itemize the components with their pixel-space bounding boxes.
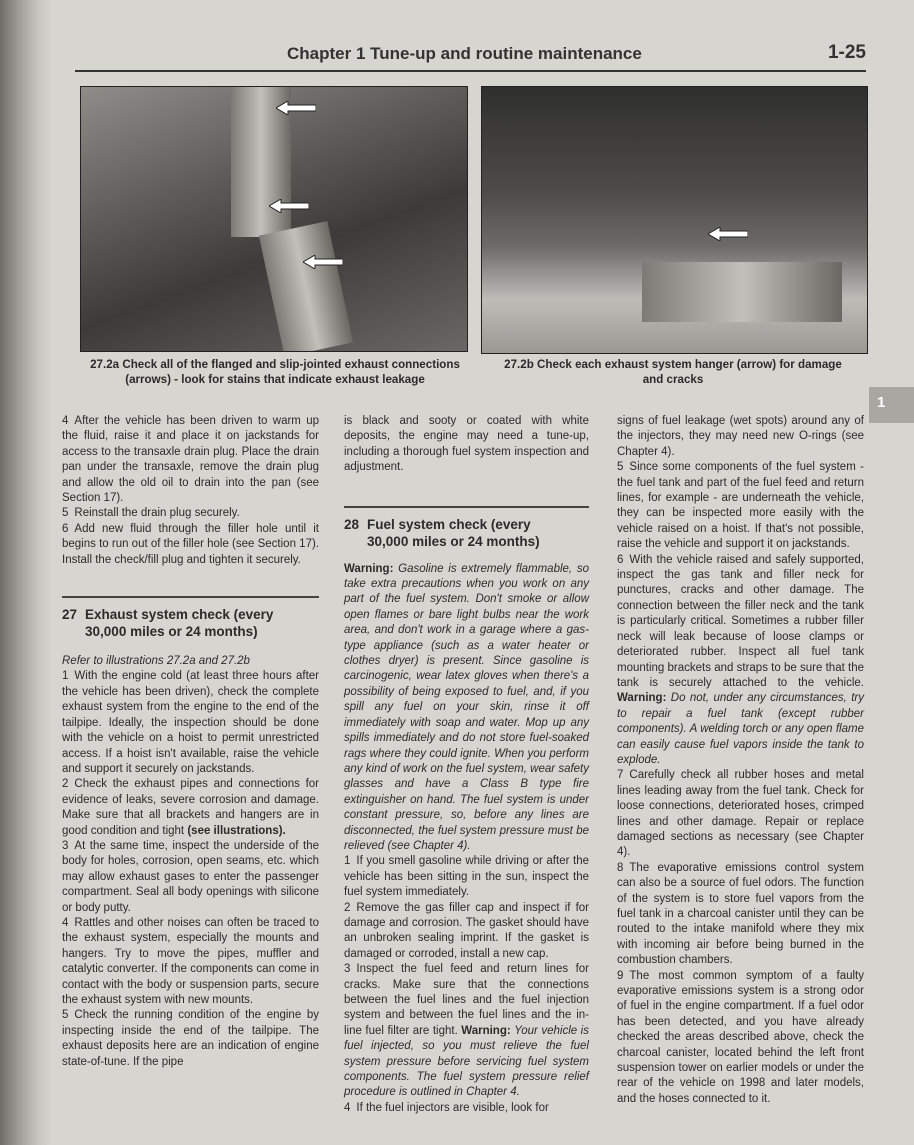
arrow-icon [276, 101, 316, 115]
chapter-title: Chapter 1 Tune-up and routine maintenance [287, 44, 642, 63]
paragraph: 7 Carefully check all rubber hoses and metal lines leading away from the fuel tank. Check for loose connections, deteriorated hoses, crimped lines and other damage. Repair or replace damaged sections as necessary (see Chapter 4). [617, 769, 864, 859]
page-header [75, 40, 866, 72]
illustration-reference: Refer to illustrations 27.2a and 27.2b [62, 655, 250, 668]
paragraph: 2 Check the exhaust pipes and connections for evidence of leaks, severe corrosion and damage. Make sure that all brackets and hangers are in good condition and tight (see illustrations). [62, 778, 319, 837]
chapter-thumb-tab [869, 387, 914, 423]
paragraph: 5 Reinstall the drain plug securely. [62, 507, 240, 520]
caption-number: 27.2a [90, 358, 120, 371]
paragraph: 3 At the same time, inspect the underside of the body for holes, corrosion, open seams, etc. which may allow exhaust gases to enter the passenger compartment. Seal all body openings with silicone or body putty. [62, 839, 319, 914]
muffler-shape [642, 262, 842, 322]
paragraph: 4 After the vehicle has been driven to warm up the fluid, raise it and place it on jackstands for access to the transaxle drain plug. Place the drain pan under the transaxle, remove the drain plug and allow the old oil to drain into the pan (see Section 17). [62, 415, 319, 505]
paragraph: 4 Rattles and other noises can often be traced to the exhaust system, especially the mounts and hangers. Try to move the pipes, muffler and catalytic converter. If the components can come in contact with the body or suspension parts, secure the exhaust system with new mounts. [62, 916, 319, 1006]
arrow-icon [708, 227, 748, 241]
caption-text: Check each exhaust system hanger (arrow) for damage and cracks [537, 358, 842, 386]
paragraph: 1 If you smell gasoline while driving or after the vehicle has been sitting in the sun, inspect the fuel system immediately. [344, 855, 589, 899]
chapter-tab-number: 1 [877, 394, 886, 411]
paragraph: 8 The evaporative emissions control system can also be a source of fuel odors. The function of the system is to store fuel vapors from the fuel tank in a charcoal canister until they can be routed to the intake manifold where they mix with incoming air before being burned in the combustion chambers. [617, 861, 864, 967]
paragraph: 9 The most common symptom of a faulty evaporative emissions system is a strong odor of fuel in the engine compartment. If a fuel odor has been detected, and you have already checked the areas described above, check the charcoal canister, located behind the left front suspension tower on earlier models or under the rear of the vehicle on 1998 and later models, and the hoses connected to it. [617, 969, 864, 1105]
exhaust-pipe-shape [259, 221, 353, 352]
paragraph: 3 Inspect the fuel feed and return lines for cracks. Make sure that the connections between the fuel lines and the fuel injection system and between the fuel lines and the in-line fuel filter are tight. Warning: Your vehicle is fuel injected, so you must relieve the fuel system pressure before servicing fuel system components. The fuel system pressure relief procedure is outlined in Chapter 4. [344, 963, 589, 1099]
figure-27-2b-photo [481, 86, 868, 354]
text-column-1 [62, 414, 319, 1070]
figure-27-2a-caption [90, 357, 460, 387]
caption-text: Check all of the flanged and slip-jointed exhaust connections (arrows) - look for stains that indicate exhaust leakage [122, 358, 460, 386]
arrow-icon [269, 199, 309, 213]
paragraph: 5 Since some components of the fuel system - the fuel tank and part of the fuel feed and return lines, for example - are underneath the vehicle, they can be inspected more easily with the vehicle raised on a hoist. If that's not possible, raise the vehicle and support it on jackstands. [617, 461, 864, 551]
paragraph: 1 With the engine cold (at least three hours after the vehicle has been driven), check the complete exhaust system from the engine to the end of the tailpipe. Ideally, the inspection should be done with the vehicle on a hoist to permit unrestricted access. If a hoist isn't available, raise the vehicle and support it securely on jackstands. [62, 670, 319, 775]
paragraph: 6 With the vehicle raised and safely supported, inspect the gas tank and filler neck for punctures, cracks and other damage. The connection between the filler neck and the tank is particularly critical. Sometimes a rubber filler neck will leak because of loose clamps or deteriorated rubber. Inspect all fuel tank mounting brackets and straps to be sure that the tank is securely attached to the vehicle. Warning: Do not, under any circumstances, try to repair a fuel tank (except rubber components). A welding torch or any open flame can easily cause fuel vapors inside the tank to explode. [617, 553, 864, 766]
text-column-2 [344, 414, 589, 1116]
paragraph: 2 Remove the gas filler cap and inspect if for damage and corrosion. The gasket should have an unbroken sealing imprint. If the gasket is damaged or corroded, install a new cap. [344, 901, 589, 960]
page-number: 1-25 [827, 42, 866, 63]
paragraph: 6 Add new fluid through the filler hole until it begins to run out of the filler hole (see Section 17). Install the check/fill plug and tighten it securely. [62, 522, 319, 566]
paragraph: signs of fuel leakage (wet spots) around any of the injectors, they may need new O-rings (see Chapter 4). [617, 415, 864, 458]
paragraph: is black and sooty or coated with white deposits, the engine may need a tune-up, including a thorough fuel system inspection and adjustment. [344, 415, 589, 474]
paragraph: 4 If the fuel injectors are visible, look for [344, 1101, 549, 1114]
figure-27-2a-photo [80, 86, 468, 352]
text-column-3 [617, 414, 864, 1107]
warning-paragraph: Warning: Gasoline is extremely flammable, so take extra precautions when you work on any part of the fuel system. Don't smoke or allow open flames or bare light bulbs near the work area, and don't work in a garage where a gas-type appliance (such as a water heater or clothes dryer) is present. Since gasoline is carcinogenic, wear latex gloves when there's a possibility of being exposed to fuel, and, if you spill any fuel on your skin, rinse it off immediately with soap and water. Mop up any spills immediately and do not store fuel-soaked rags where they could ignite. When you perform any kind of work on the fuel system, wear safety glasses and have a Class B type fire extinguisher on hand. The fuel system is under constant pressure, so, before any lines are disconnected, the fuel system pressure must be relieved (see Chapter 4). [344, 562, 589, 852]
paragraph: 5 Check the running condition of the engine by inspecting inside the end of the tailpipe. The exhaust deposits here are an indication of engine state-of-tune. If the pipe [62, 1009, 319, 1068]
caption-number: 27.2b [504, 358, 534, 371]
figure-27-2b-caption [498, 357, 848, 387]
section-heading-28: 28 Fuel system check (every 30,000 miles or 24 months) [344, 506, 589, 550]
section-heading-27: 27 Exhaust system check (every 30,000 miles or 24 months) [62, 596, 319, 640]
book-spine-shadow [0, 0, 52, 1145]
arrow-icon [303, 255, 343, 269]
